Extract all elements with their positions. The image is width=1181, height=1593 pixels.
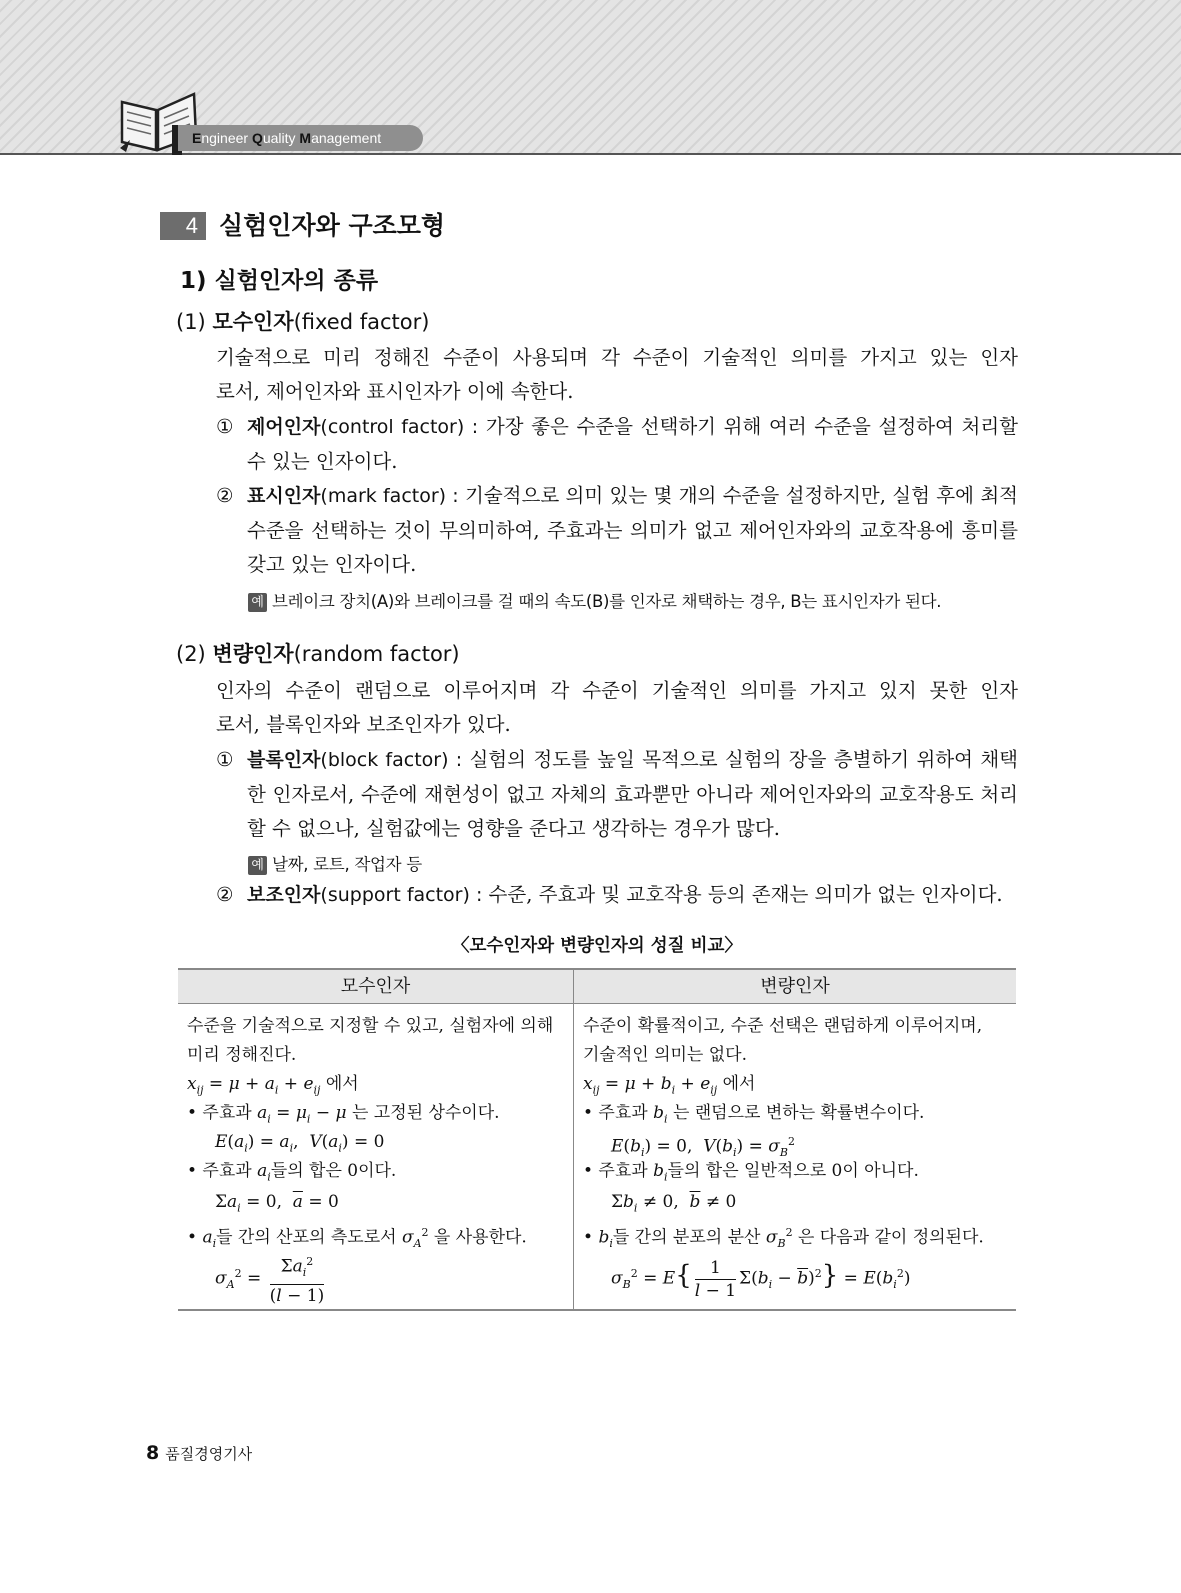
fixed-sum-formula: $\Sigma a_i = 0$, $\overline{a} = 0$ xyxy=(215,1192,339,1215)
bullet-prefix: • 주효과 xyxy=(187,1103,252,1123)
subsection-title: 1) 실험인자의 종류 xyxy=(180,268,379,294)
header-random: 변량인자 xyxy=(760,976,830,997)
fixed-bullet3: • $a_i$들 간의 산포의 측도로서 $\sigma_A^2$ 을 사용한다. xyxy=(187,1226,527,1251)
random-bullet3: • $b_i$들 간의 분포의 분산 $\sigma_B^2$ 은 다음과 같이 정의된다. xyxy=(583,1226,984,1251)
random-model-line: $x_{ij} = \mu + b_i + e_{ij}$ 에서 xyxy=(583,1074,756,1097)
brand-initial-e: E xyxy=(192,130,202,146)
item-number: ① xyxy=(216,415,234,438)
fixed-heading-en: (fixed factor) xyxy=(293,310,430,334)
example-tag: 예 xyxy=(248,593,267,612)
term-en: (support factor) : xyxy=(320,884,483,906)
fixed-variance-formula: $\sigma_A^2$ = $\frac{\Sigma a_i^2}{(l - 1)}$ xyxy=(187,1248,567,1300)
fixed-intro-line2: 로서, 제어인자와 표시인자가 이에 속한다. xyxy=(216,380,574,403)
bullet-text: 들의 합은 0이다. xyxy=(270,1161,397,1181)
bullet-text: 들 간의 산포의 측도로서 xyxy=(216,1227,397,1248)
section-number: 4 xyxy=(160,212,206,240)
section-title: 실험인자와 구조모형 xyxy=(219,211,446,240)
mark-factor-item xyxy=(216,479,1018,583)
random-heading-ko: 변량인자 xyxy=(212,642,294,666)
book-title: 품질경영기사 xyxy=(165,1445,253,1463)
item-number: ② xyxy=(216,883,234,906)
term-ko: 표시인자 xyxy=(247,485,321,507)
item-text: 가장 좋은 수준을 선택하기 위해 여러 수준을 설정하여 처리할 수 있는 인자이다. xyxy=(247,415,1018,473)
item-text: 수준, 주효과 및 교호작용 등의 존재는 의미가 없는 인자이다. xyxy=(488,883,1003,906)
item-text: 실험의 정도를 높일 목적으로 실험의 장을 층별하기 위하여 채택한 인자로서, 수준에 재현성이 없고 자체의 효과뿐만 아니라 제어인자와의 교호작용도 처리할 수 없으나, 실험값에는 영향을 준다고 생각하는 경우가 많다. xyxy=(247,748,1019,840)
random-heading-num: (2) xyxy=(176,642,206,666)
bullet-text: 는 고정된 상수이다. xyxy=(351,1103,500,1123)
page-footer xyxy=(146,1442,252,1464)
brand-word-quality: uality xyxy=(262,130,300,146)
brand-initial-m: M xyxy=(299,130,312,146)
random-heading-en: (random factor) xyxy=(293,642,460,666)
block-factor-item xyxy=(216,743,1018,847)
fixed-expectation-formula: $E(a_i) = a_i$, $V(a_i) = 0$ xyxy=(215,1132,385,1155)
random-desc-line1: 수준이 확률적이고, 수준 선택은 랜덤하게 이루어지며, xyxy=(583,1016,983,1036)
model-suffix: 에서 xyxy=(325,1074,359,1094)
fixed-factor-heading xyxy=(176,306,429,336)
fixed-intro-line1: 기술적으로 미리 정해진 수준이 사용되며 각 수준이 기술적인 의미를 가지고 있는 인자 xyxy=(216,346,1018,369)
random-properties-cell xyxy=(583,1012,1011,1300)
brand-word-management: anagement xyxy=(311,130,382,146)
item-text: 기술적으로 의미 있는 몇 개의 수준을 설정하지만, 실험 후에 최적 수준을 선택하는 것이 무의미하여, 주효과는 의미가 없고 제어인자와의 교호작용에 흥미를 갖고 있는 인자이다. xyxy=(247,484,1018,576)
random-intro-line2: 로서, 블록인자와 보조인자가 있다. xyxy=(216,713,511,736)
comparison-table xyxy=(178,968,1016,1311)
item-number: ① xyxy=(216,748,234,771)
bullet-prefix: • 주효과 xyxy=(187,1161,252,1181)
brand-initial-q: Q xyxy=(251,130,263,146)
fixed-heading-ko: 모수인자 xyxy=(212,310,294,334)
random-desc-line2: 기술적인 의미는 없다. xyxy=(583,1045,748,1065)
bullet-text: 들의 합은 일반적으로 0이 아니다. xyxy=(667,1161,919,1181)
fixed-desc-line1: 수준을 기술적으로 지정할 수 있고, 실험자에 의해 xyxy=(187,1016,554,1036)
term-ko: 블록인자 xyxy=(247,749,321,771)
bullet-end: 은 다음과 같이 정의된다. xyxy=(797,1227,984,1248)
random-variance-formula: $\sigma_B^2 = E${ $\frac{1}{l - 1}$ $\Sigma(b_i - \overline{b})^2\} = E(b_i^2)$ xyxy=(611,1257,911,1301)
support-factor-item xyxy=(216,878,1018,913)
fixed-example xyxy=(248,588,941,612)
brand-label xyxy=(178,125,423,151)
control-factor-item xyxy=(216,410,1018,479)
fixed-desc-line2: 미리 정해진다. xyxy=(187,1045,297,1065)
brand-word-engineer: ngineer xyxy=(201,130,252,146)
term-ko: 제어인자 xyxy=(247,416,321,438)
random-example xyxy=(248,851,422,875)
random-expectation-formula: $E(b_i) = 0$, $V(b_i) = \sigma_B^2$ xyxy=(611,1135,795,1160)
item-number: ② xyxy=(216,484,234,507)
table-caption: 〈모수인자와 변량인자의 성질 비교〉 xyxy=(452,936,742,956)
term-en: (mark factor) : xyxy=(320,485,459,507)
example-tag: 예 xyxy=(248,856,267,875)
random-intro-line1: 인자의 수준이 랜덤으로 이루어지며 각 수준이 기술적인 의미를 가지고 있지 못한 인자 xyxy=(216,679,1018,702)
term-en: (control factor) : xyxy=(320,416,479,438)
fixed-bullet1: • 주효과 $a_i = \mu_i - \mu$ 는 고정된 상수이다. xyxy=(187,1103,500,1126)
term-ko: 보조인자 xyxy=(247,884,321,906)
fixed-heading-num: (1) xyxy=(176,310,206,334)
fixed-model-line: $x_{ij} = \mu + a_i + e_{ij}$ 에서 xyxy=(187,1074,359,1097)
random-factor-heading xyxy=(176,638,460,668)
random-bullet2: • 주효과 $b_i$들의 합은 일반적으로 0이 아니다. xyxy=(583,1161,919,1184)
bullet-text: 들 간의 분포의 분산 xyxy=(612,1227,761,1248)
fixed-bullet2: • 주효과 $a_i$들의 합은 0이다. xyxy=(187,1161,397,1184)
page-number: 8 xyxy=(146,1442,160,1464)
term-en: (block factor) : xyxy=(320,749,463,771)
example-text: 날짜, 로트, 작업자 등 xyxy=(272,855,422,874)
bullet-prefix: • 주효과 xyxy=(583,1161,648,1181)
random-sum-formula: $\Sigma b_i \ne 0$, $\overline{b} \ne 0$ xyxy=(611,1192,737,1215)
column-divider xyxy=(573,970,574,1311)
example-text: 브레이크 장치(A)와 브레이크를 걸 때의 속도(B)를 인자로 채택하는 경우, B는 표시인자가 된다. xyxy=(272,592,942,611)
model-suffix: 에서 xyxy=(722,1074,756,1094)
bullet-text: 는 랜덤으로 변하는 확률변수이다. xyxy=(672,1103,925,1123)
header-fixed: 모수인자 xyxy=(340,976,411,997)
fixed-properties-cell xyxy=(187,1012,567,1307)
bullet-end: 을 사용한다. xyxy=(433,1227,527,1248)
random-bullet1: • 주효과 $b_i$ 는 랜덤으로 변하는 확률변수이다. xyxy=(583,1103,925,1126)
bullet-prefix: • 주효과 xyxy=(583,1103,648,1123)
